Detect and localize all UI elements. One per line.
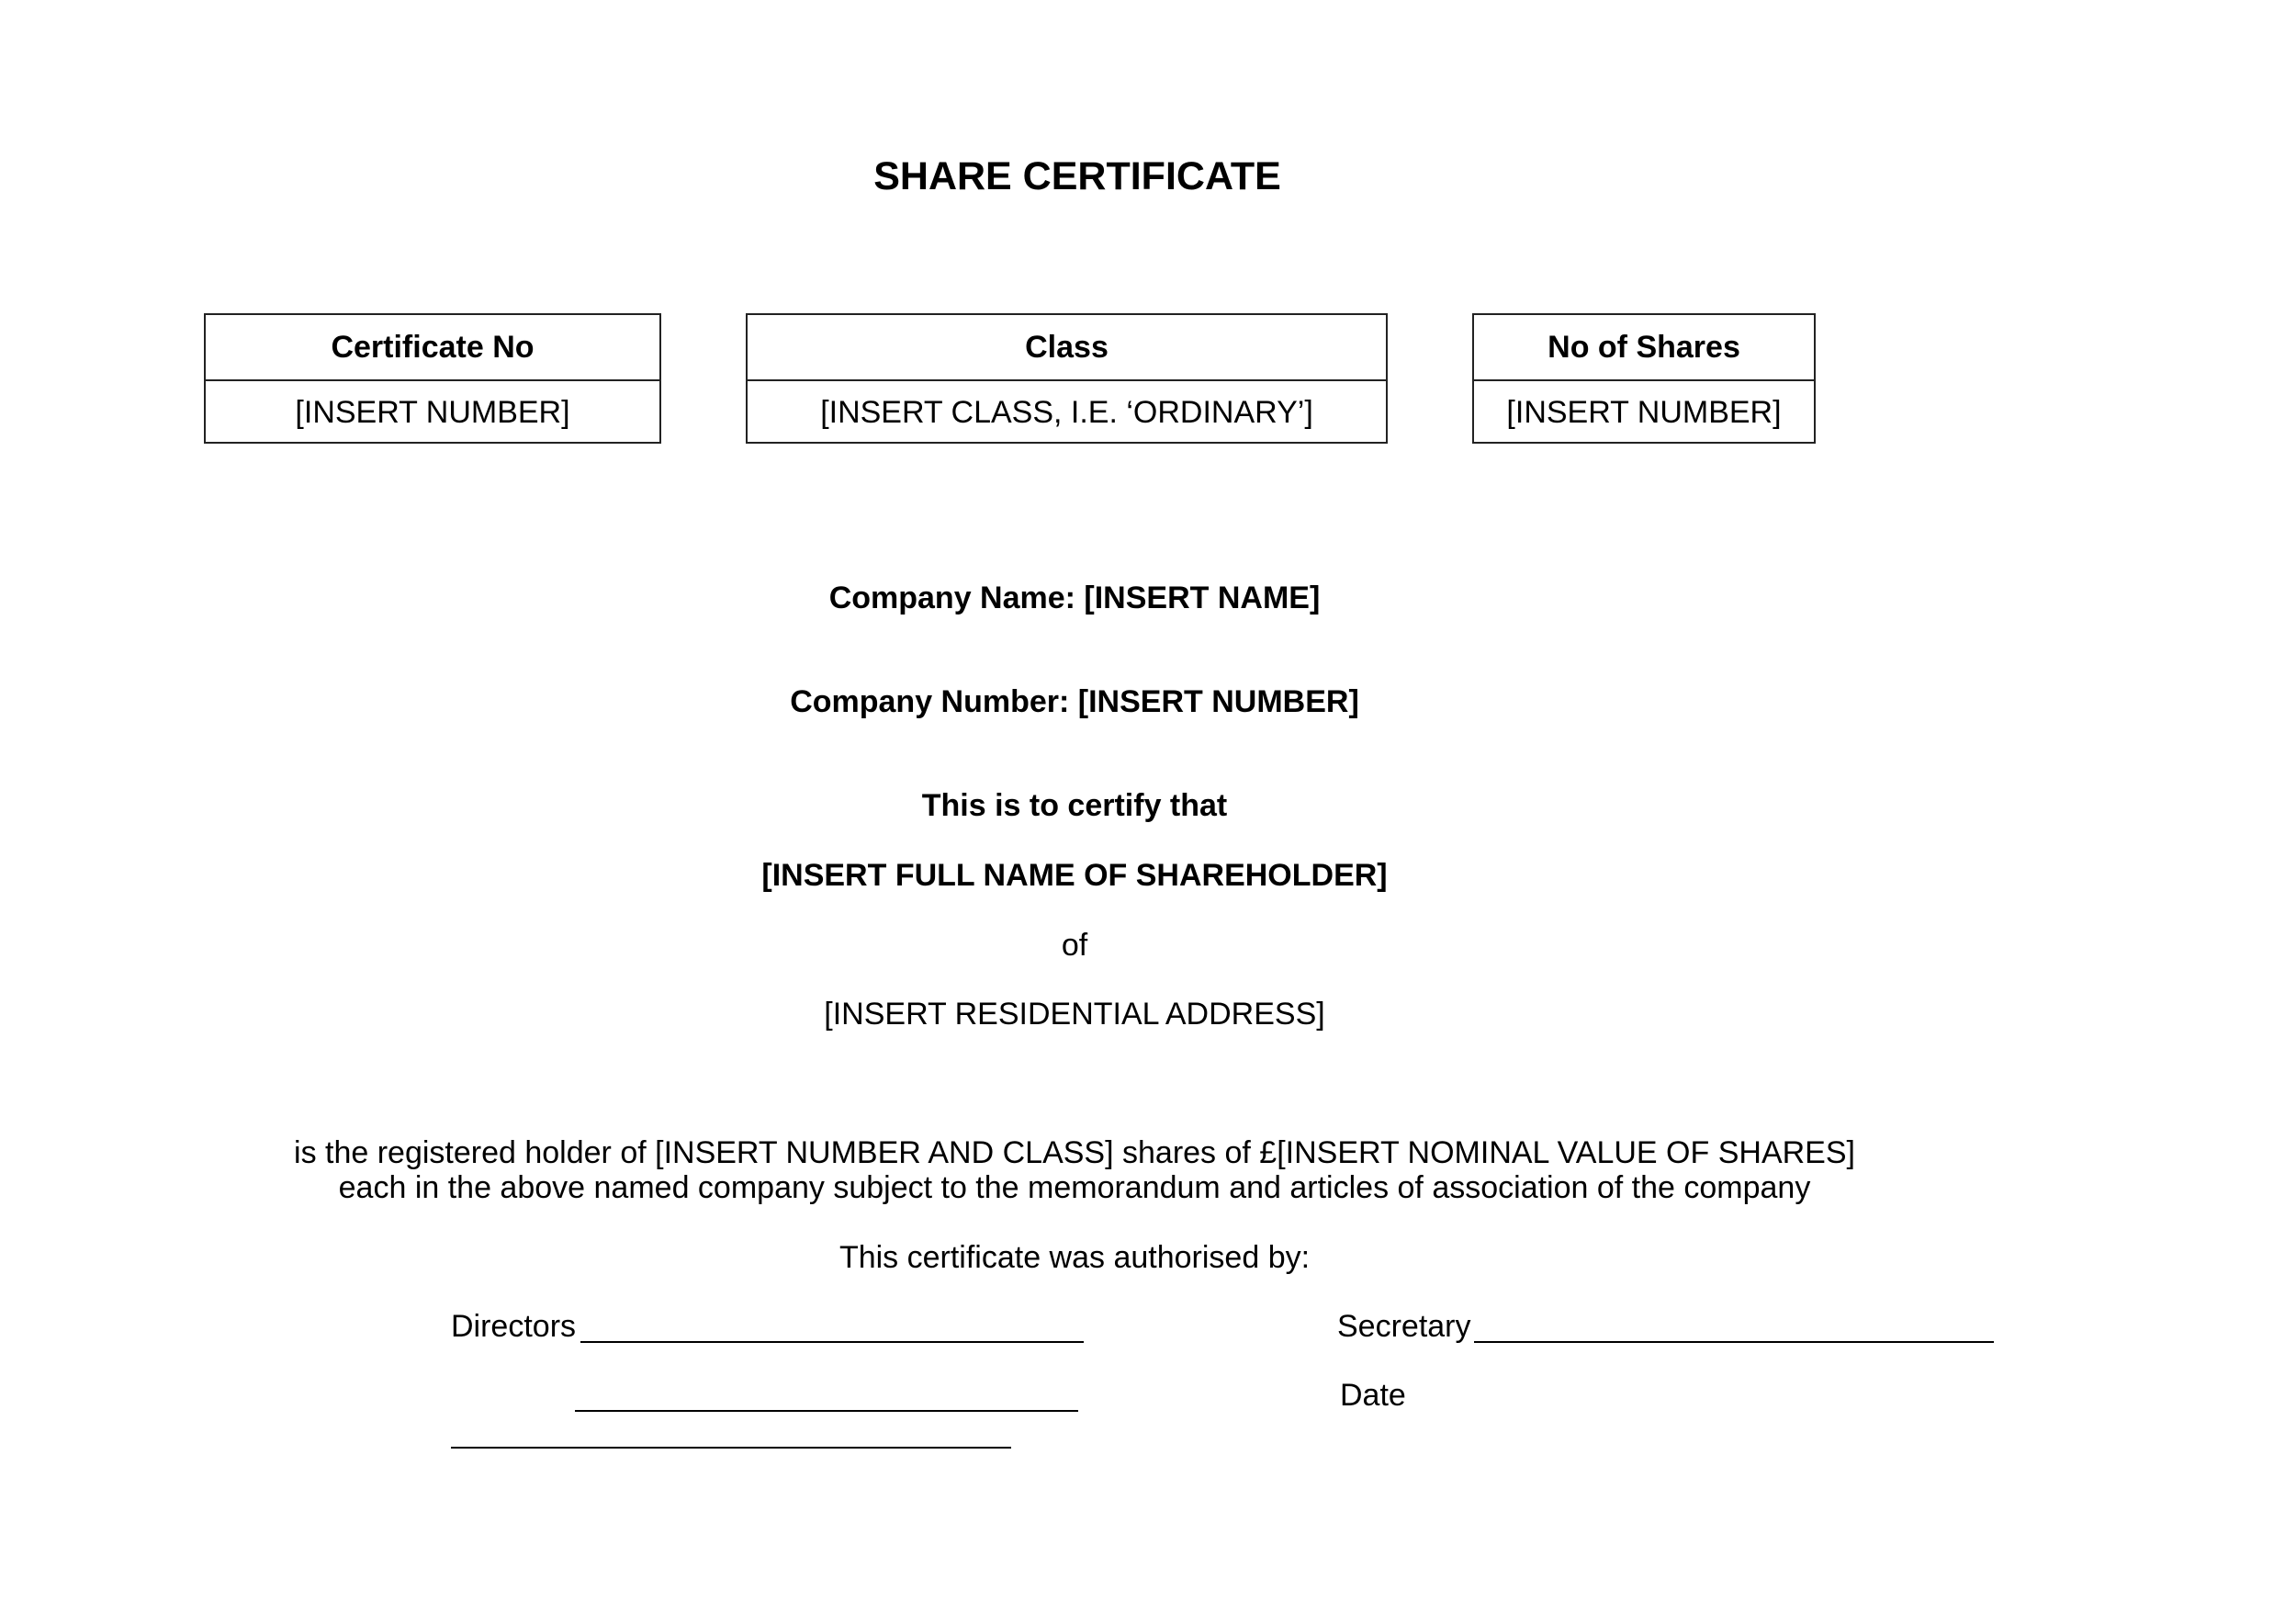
no-of-shares-box: [1472, 313, 1816, 444]
shareholder-name: [INSERT FULL NAME OF SHAREHOLDER]: [761, 858, 1388, 893]
class-header: Class: [748, 315, 1386, 381]
no-of-shares-header: No of Shares: [1474, 315, 1814, 381]
page-title: SHARE CERTIFICATE: [873, 154, 1281, 198]
certificate-no-value: [INSERT NUMBER]: [295, 394, 570, 430]
residential-address: [INSERT RESIDENTIAL ADDRESS]: [824, 997, 1325, 1032]
date-label: Date: [1340, 1378, 1406, 1413]
certificate-no-header: Certificate No: [206, 315, 659, 381]
certificate-no-box: [204, 313, 661, 444]
class-value: [INSERT CLASS, I.E. ‘ORDINARY’]: [820, 394, 1313, 430]
director-signature-line-1: [580, 1341, 1084, 1343]
secretary-signature-line: [1474, 1341, 1994, 1343]
authorised-text: This certificate was authorised by:: [838, 1240, 1311, 1275]
certify-text: This is to certify that: [921, 788, 1228, 823]
company-name: Company Name: [INSERT NAME]: [828, 581, 1321, 615]
holder-statement-line-1: is the registered holder of [INSERT NUMBER AND CLASS] shares of £[INSERT NOMINAL VALUE OF SHARES]: [294, 1135, 1855, 1170]
class-box: [746, 313, 1388, 444]
no-of-shares-value: [INSERT NUMBER]: [1506, 394, 1782, 430]
of-text: of: [1061, 928, 1088, 963]
secretary-label: Secretary: [1337, 1309, 1471, 1344]
company-number: Company Number: [INSERT NUMBER]: [790, 684, 1359, 719]
directors-label: Directors: [451, 1309, 577, 1344]
holder-statement-line-2: each in the above named company subject to the memorandum and articles of association of the company: [338, 1170, 1811, 1205]
director-signature-line-2: [575, 1410, 1078, 1412]
director-signature-line-3: [451, 1447, 1011, 1449]
